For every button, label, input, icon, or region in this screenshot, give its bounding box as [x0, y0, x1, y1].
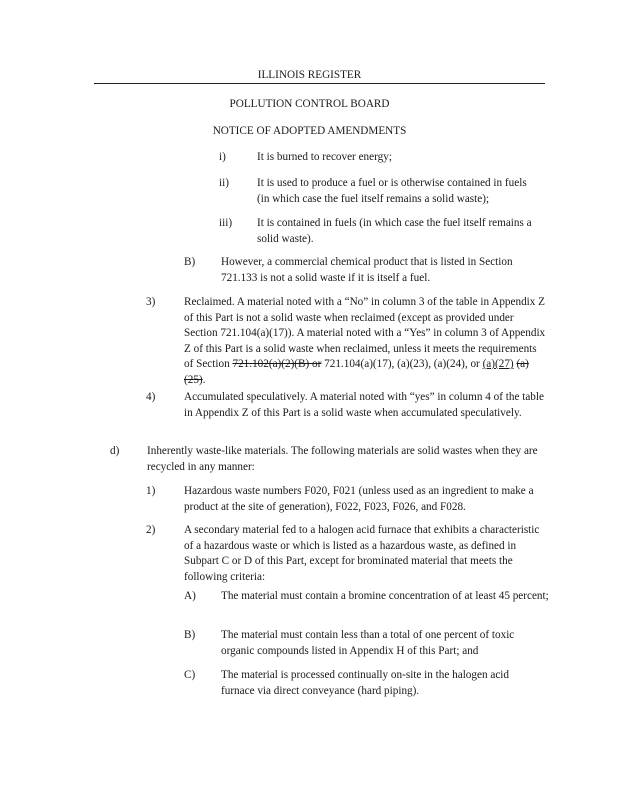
item-text-d: Inherently waste-like materials. The following materials are solid wastes when they are recycled in any manner:	[147, 445, 538, 473]
item-3-strike-2: (a)(25)	[184, 358, 529, 386]
item-label-d1: 1)	[146, 485, 156, 497]
item-label-d2: 2)	[146, 524, 156, 536]
item-text-b-lower: The material must contain less than a total of one percent of toxic organic compounds listed in Appendix H of this Part; and	[221, 629, 515, 657]
item-label-4: 4)	[146, 391, 156, 403]
item-text-a: The material must contain a bromine concentration of at least 45 percent;	[221, 590, 549, 602]
item-text-b-upper: However, a commercial chemical product that is listed in Section 721.133 is not a solid waste if it is itself a fuel.	[221, 256, 513, 284]
item-label-a: A)	[184, 590, 196, 602]
header-rule	[94, 83, 545, 84]
item-text-i: It is burned to recover energy;	[257, 151, 392, 163]
item-3-strike-1: 721.102(a)(2)(B) or	[232, 358, 322, 370]
board-title: POLLUTION CONTROL BOARD	[229, 98, 390, 110]
item-3-text-b: 721.104(a)(17), (a)(23), (a)(24), or	[321, 358, 483, 370]
item-3-underline: (a)(27)	[482, 358, 514, 370]
item-3-text-a: Reclaimed. A material noted with a “No” in column 3 of the table in Appendix Z of this Part is not a solid waste when reclaimed (except as provided under Section 721.104(a)(17)). A material noted with a “Yes” in column 3 of Appendix Z of this Part is a solid waste when reclaimed, unless it meets the requirements of Section	[184, 296, 546, 370]
register-title: ILLINOIS REGISTER	[257, 69, 362, 81]
item-label-i: i)	[219, 151, 226, 163]
item-label-b-upper: B)	[184, 256, 196, 268]
item-text-iii: It is contained in fuels (in which case the fuel itself remains a solid waste).	[257, 217, 532, 245]
item-label-c: C)	[184, 669, 196, 681]
item-text-d2: A secondary material fed to a halogen acid furnace that exhibits a characteristic of a hazardous waste or which is listed as a hazardous waste, as defined in Subpart C or D of this Part, except for brominated material that meets the following criteria:	[184, 524, 540, 583]
item-label-iii: iii)	[219, 217, 233, 229]
item-label-d: d)	[110, 445, 120, 457]
item-text-4: Accumulated speculatively. A material noted with “yes” in column 4 of the table in Appendix Z of this Part is a solid waste when accumulated speculatively.	[184, 391, 544, 419]
item-3-text-d: .	[202, 373, 206, 386]
item-label-3: 3)	[146, 296, 156, 308]
item-text-ii: It is used to produce a fuel or is otherwise contained in fuels (in which case the fuel itself remains a solid waste);	[257, 177, 527, 205]
item-label-ii: ii)	[219, 177, 229, 189]
item-text-d1: Hazardous waste numbers F020, F021 (unless used as an ingredient to make a product at the site of generation), F022, F023, F026, and F028.	[184, 485, 534, 513]
item-text-3	[184, 295, 546, 388]
item-text-c: The material is processed continually on-site in the halogen acid furnace via direct conveyance (hard piping).	[221, 669, 509, 697]
item-label-b-lower: B)	[184, 629, 196, 641]
notice-title: NOTICE OF ADOPTED AMENDMENTS	[212, 125, 407, 137]
